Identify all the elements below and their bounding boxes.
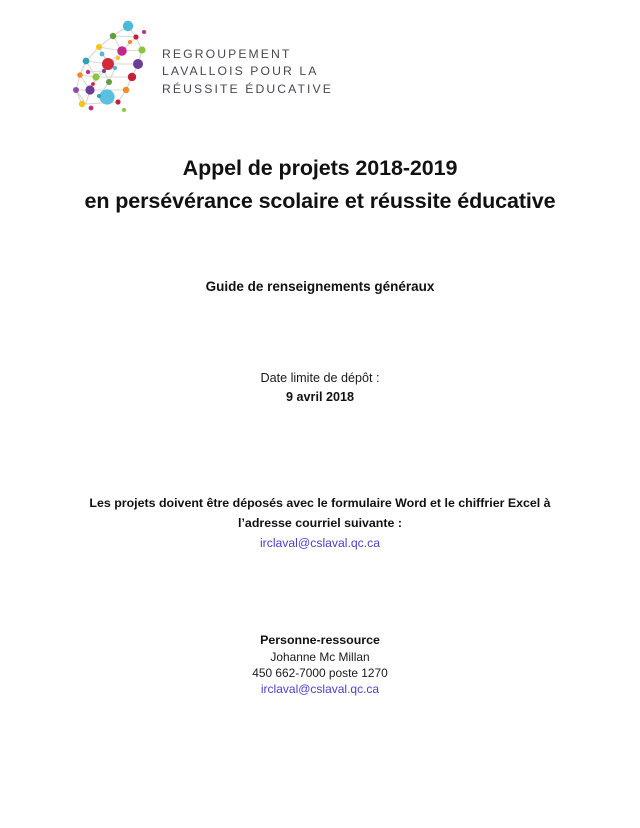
deadline-value: 9 avril 2018 xyxy=(286,390,354,404)
page-title-line-1: Appel de projets 2018-2019 xyxy=(182,156,458,180)
submission-email-link[interactable]: irclaval@cslaval.qc.ca xyxy=(259,536,381,550)
logo-network-graphic xyxy=(66,20,156,118)
contact-phone: 450 662-7000 poste 1270 xyxy=(252,666,388,680)
deadline-section xyxy=(0,369,640,407)
contact-email-link[interactable]: irclaval@cslaval.qc.ca xyxy=(260,682,380,696)
contact-section xyxy=(0,632,640,698)
deadline-label: Date limite de dépôt : xyxy=(260,371,380,385)
logo-wordmark xyxy=(162,46,362,98)
contact-heading: Personne-ressource xyxy=(260,633,380,647)
page-title-line-2: en persévérance scolaire et réussite éducative xyxy=(84,189,556,213)
logo-wordmark-line-2: LAVALLOIS POUR LA xyxy=(162,64,319,79)
submission-notice-line-1: Les projets doivent être déposés avec le formulaire Word et le chiffrier Excel à xyxy=(89,496,551,510)
logo-wordmark-line-1: REGROUPEMENT xyxy=(162,47,292,61)
submission-notice-line-2: l’adresse courriel suivante : xyxy=(238,516,402,530)
page-subtitle: Guide de renseignements généraux xyxy=(205,279,435,294)
logo-wordmark-line-3: RÉUSSITE ÉDUCATIVE xyxy=(162,81,333,96)
submission-notice xyxy=(60,493,580,553)
organization-logo xyxy=(66,20,366,120)
contact-person-name: Johanne Mc Millan xyxy=(270,650,370,664)
page-title xyxy=(0,152,640,218)
